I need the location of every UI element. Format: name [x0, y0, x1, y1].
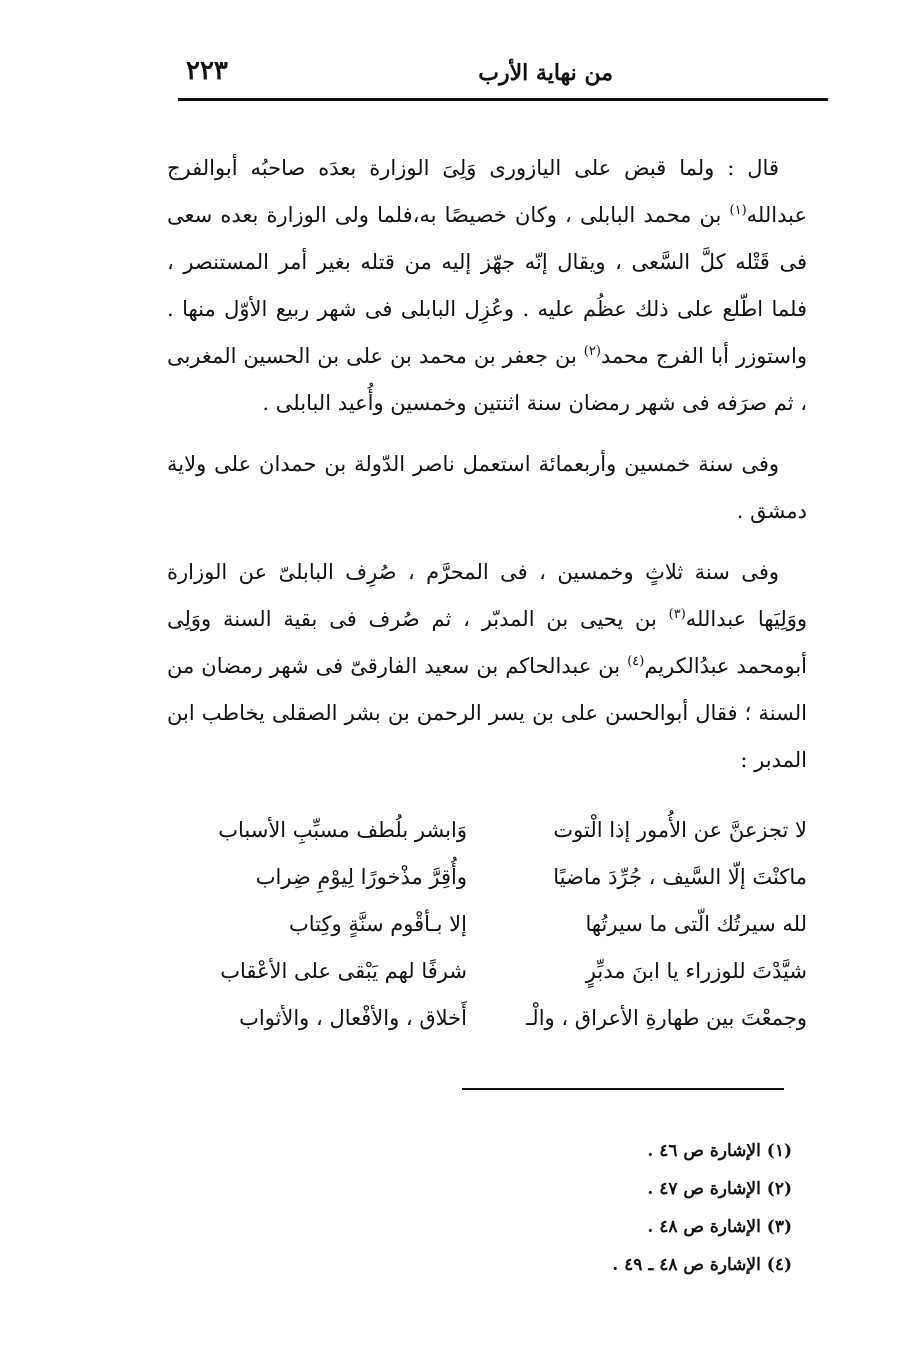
footnote: (٢) الإشارة ص ٤٧ . [647, 1179, 792, 1199]
verse-first-hemistich: لا تجزعنَّ عن الأُمور إذا الْتوت [553, 818, 807, 842]
poem-verse [167, 912, 807, 959]
text-segment: وفى سنة ثلاثٍ وخمسين ، فى المحرَّم ، صُرِف البابلىّ عن الوزارة ووَلِيَها عبدالله [167, 560, 808, 631]
footnote-ref-1: (١) [729, 203, 747, 218]
verse-first-hemistich: شيَّدْتَ للوزراء يا ابنَ مدبِّرٍ [585, 959, 807, 983]
text-segment: بن عبدالحاكم بن سعيد الفارقىّ فى شهر رمضان من السنة ؛ فقال أبوالحسن على بن يسر الرحمن بن بشر الصقلى يخاطب ابن المدبر : [167, 654, 807, 772]
verse-second-hemistich: إلا بـأقْوم سنَّةٍ وكِتاب [289, 912, 467, 936]
verse-second-hemistich: وَابشر بلُطف مسبِّبِ الأسباب [218, 818, 467, 842]
verse-first-hemistich: ماكنْتَ إلّا السَّيف ، جُرِّدَ ماضيًا [553, 865, 807, 889]
footnote-ref-4: (٤) [627, 654, 645, 669]
text-segment: بن يحيى بن المدبّر ، ثم صُرف فى بقية السنة ووَلِى أبومحمد عبدُالكريم [167, 607, 807, 678]
poem-verse [167, 959, 807, 1006]
running-title: من نهاية الأرب [478, 60, 613, 86]
poem-verse [167, 1006, 807, 1053]
running-header [178, 56, 828, 96]
paragraph-3 [167, 549, 807, 784]
poem-verse [167, 818, 807, 865]
footnotes [392, 1132, 792, 1284]
verse-first-hemistich: لله سيرتُك الّتى ما سيرتُها [585, 912, 807, 936]
text-segment: قال : ولما قبض على اليازورى وَلِىَ الوزارة بعدَه صاحبُه أبوالفرج عبدالله [167, 156, 807, 227]
footnote-ref-2: (٢) [583, 344, 601, 359]
verse-first-hemistich: وجمعْتَ بين طهارةِ الأعراق ، والْـ [526, 1006, 807, 1030]
footnote: (٤) الإشارة ص ٤٨ ـ ٤٩ . [612, 1255, 792, 1275]
paragraph-2 [167, 441, 807, 535]
poem-verse [167, 865, 807, 912]
text-segment: وفى سنة خمسين وأربعمائة استعمل ناصر الدّولة بن حمدان على ولاية دمشق . [167, 452, 807, 523]
text-segment: بن محمد البابلى ، وكان خصيصًا به،فلما ولى الوزارة بعده سعى فى قَتْله كلَّ السَّعى ، ويقال إنّه جهّز إليه من قتله بغير أمر المستنصر ، فلما اطّلع على ذلك عظُم عليه . وعُزِل البابلى فى شهر ربيع الأوّل منها . واستوزر أبا الفرج محمد [167, 203, 807, 368]
text-segment: بن جعفر بن محمد بن على بن الحسين المغربى ، ثم صرَفه فى شهر رمضان سنة اثنتين وخمسين وأُعيد البابلى . [167, 344, 807, 415]
footnote: (١) الإشارة ص ٤٦ . [647, 1141, 792, 1161]
main-text [167, 145, 807, 784]
verse-second-hemistich: شرفًا لهم يَبْقى على الأعْقاب [220, 959, 467, 983]
paragraph-1 [167, 145, 807, 427]
footnote-separator [462, 1088, 784, 1090]
page-number: ٢٢٣ [186, 56, 228, 86]
footnote: (٣) الإشارة ص ٤٨ . [647, 1217, 792, 1237]
verse-second-hemistich: وأُقِرَّ مذْخورًا لِيوْمِ ضِراب [255, 865, 467, 889]
verse-second-hemistich: أَخلاق ، والأفْعال ، والأثواب [239, 1006, 467, 1030]
footnote-ref-3: (٣) [668, 607, 686, 622]
poem [167, 818, 807, 1053]
header-rule [178, 98, 828, 101]
